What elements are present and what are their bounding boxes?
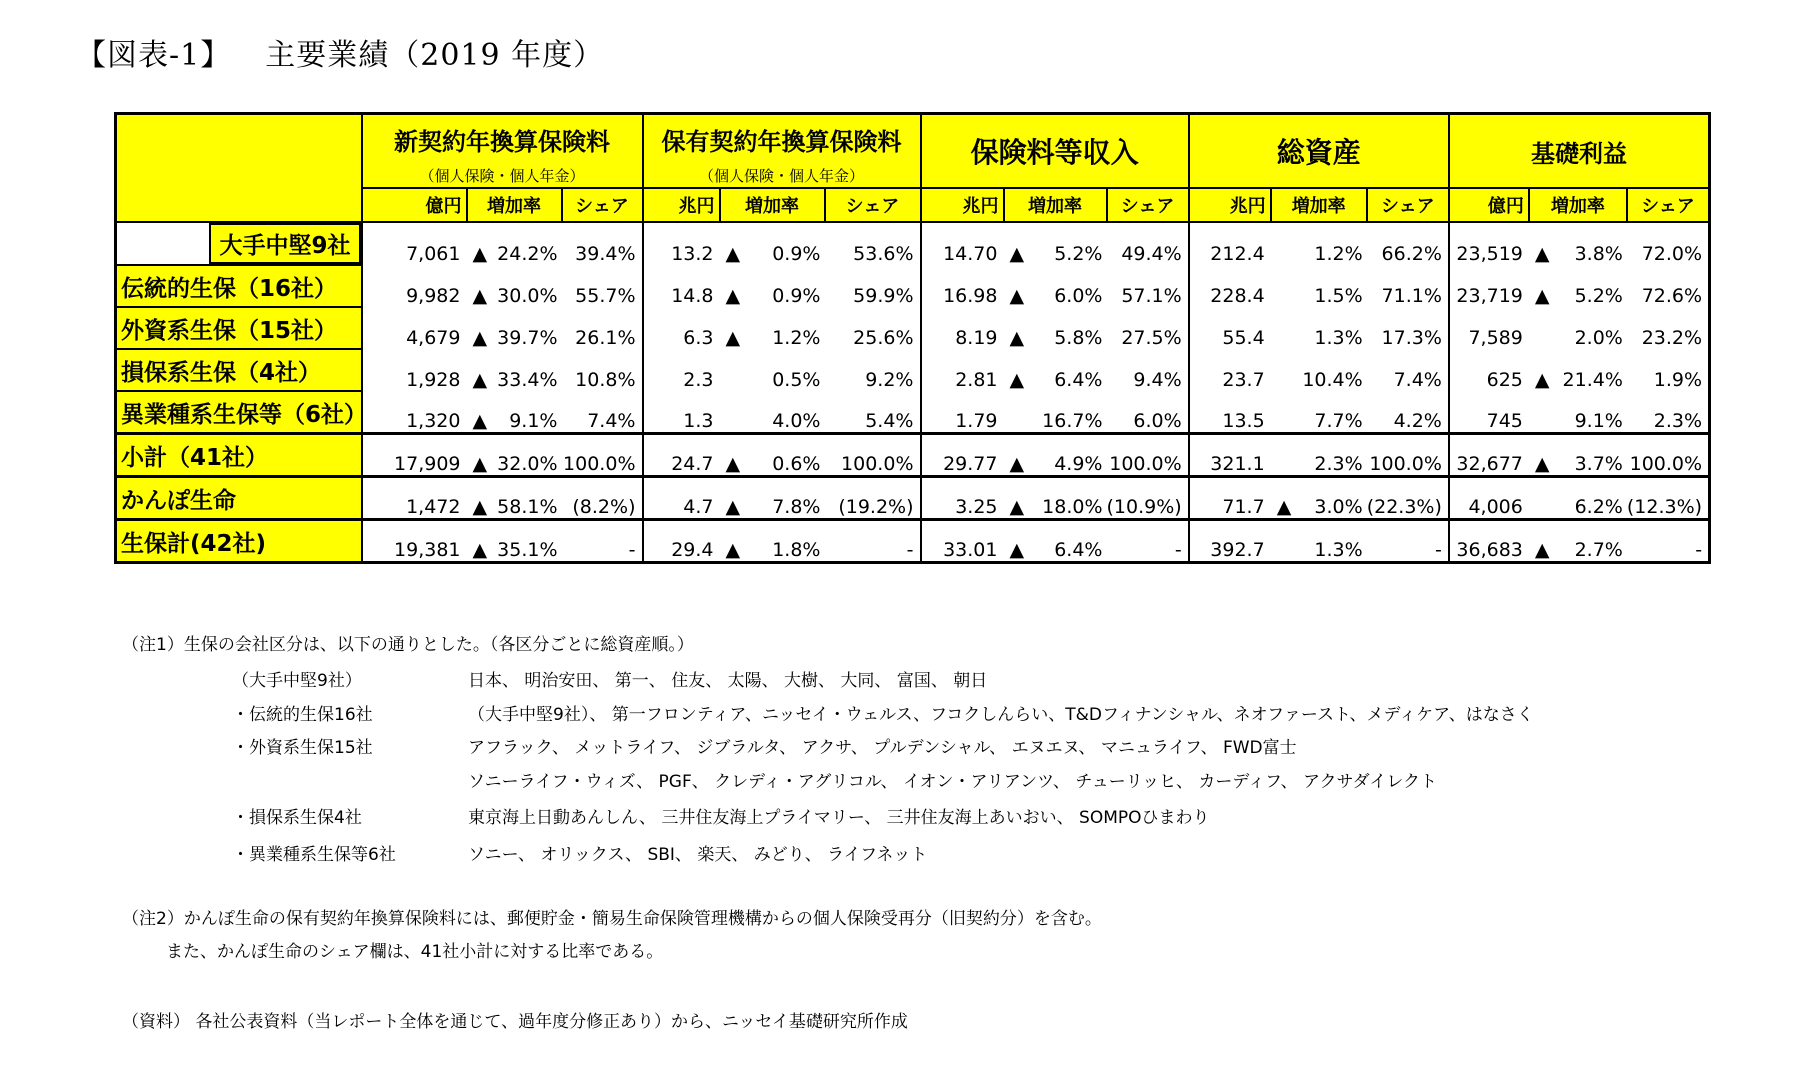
rate-header: 増加率: [1529, 188, 1627, 222]
value-cell: 4.7: [643, 477, 720, 520]
share-cell: -: [562, 520, 643, 563]
rate-value: 2.3%: [1314, 453, 1363, 475]
decrease-triangle-icon: ▲: [472, 410, 488, 432]
share-cell: 9.2%: [825, 349, 921, 391]
rate-value: 30.0%: [497, 285, 558, 307]
rate-cell: [467, 307, 562, 349]
group-subheader-new-contract: （個人保険・個人年金）: [362, 163, 643, 188]
decrease-triangle-icon: ▲: [725, 453, 741, 475]
rate-cell: [467, 391, 562, 434]
rate-cell: [1271, 307, 1367, 349]
decrease-triangle-icon: ▲: [1009, 539, 1025, 561]
share-cell: 55.7%: [562, 265, 643, 307]
group-header-new-contract: 新契約年換算保険料: [362, 114, 643, 164]
table-row: [116, 222, 1710, 265]
value-cell: 14.70: [943, 243, 998, 265]
rate-cell: [1529, 349, 1627, 391]
share-cell: 59.9%: [825, 265, 921, 307]
row-label: [116, 391, 368, 434]
decrease-triangle-icon: ▲: [472, 453, 488, 475]
table-row: [116, 265, 1710, 307]
value-cell: 29.4: [643, 520, 720, 563]
share-cell: 10.8%: [562, 349, 643, 391]
note-group-text: ソニー、 オリックス、 SBI、 楽天、 みどり、 ライフネット: [468, 845, 928, 865]
rate-cell: [720, 307, 825, 349]
value-cell: 23,719: [1456, 285, 1523, 307]
rate-value: 0.9%: [772, 243, 821, 265]
decrease-triangle-icon: ▲: [472, 243, 488, 265]
share-cell: 5.4%: [825, 391, 921, 434]
share-cell: -: [1107, 520, 1189, 563]
value-cell: 16.98: [943, 285, 998, 307]
decrease-triangle-icon: ▲: [1009, 243, 1025, 265]
decrease-triangle-icon: ▲: [1009, 327, 1025, 349]
rate-value: 7.7%: [1314, 410, 1363, 432]
share-cell: 49.4%: [1107, 222, 1189, 265]
share-cell: 27.5%: [1107, 307, 1189, 349]
rate-value: 5.2%: [1054, 243, 1103, 265]
share-cell: 7.4%: [1367, 349, 1449, 391]
decrease-triangle-icon: ▲: [725, 539, 741, 561]
row-label-text: 損保系生保（4社）: [121, 359, 322, 386]
row-label-text: 小計（41社）: [121, 444, 269, 471]
value-cell: 36,683: [1449, 520, 1529, 563]
rate-cell: [1529, 391, 1627, 434]
value-cell: 3.25: [921, 477, 1004, 520]
decrease-triangle-icon: ▲: [725, 327, 741, 349]
value-cell: 1.79: [955, 410, 998, 432]
rate-cell: [1004, 307, 1107, 349]
rate-cell: [467, 349, 562, 391]
share-cell: (12.3%): [1627, 477, 1710, 520]
rate-value: 21.4%: [1562, 369, 1623, 391]
share-cell: 72.0%: [1641, 243, 1703, 265]
rate-value: 16.7%: [1042, 410, 1103, 432]
rate-cell: [1004, 391, 1107, 434]
row-label-text: 外資系生保（15社）: [121, 317, 338, 344]
note-group-label: ・異業種系生保等6社: [232, 845, 396, 865]
rate-cell: [1004, 349, 1107, 391]
table-row: [116, 307, 1710, 349]
value-cell: 4,679: [406, 327, 461, 349]
share-cell: (10.9%): [1107, 477, 1189, 520]
rate-cell: [1271, 434, 1367, 477]
value-cell: 13.5: [1222, 410, 1265, 432]
value-cell: 4,006: [1449, 477, 1529, 520]
share-cell: 100.0%: [562, 434, 643, 477]
table-row: [116, 349, 1710, 391]
rate-cell: [1529, 222, 1627, 265]
row-label-text: かんぽ生命: [121, 487, 236, 514]
rate-value: 0.5%: [772, 369, 821, 391]
share-cell: 57.1%: [1107, 265, 1189, 307]
rate-cell: [1271, 349, 1367, 391]
value-cell: 1,928: [406, 369, 461, 391]
note-group-label: ・損保系生保4社: [232, 808, 362, 828]
unit-label: 兆円: [921, 188, 1004, 222]
share-header: シェア: [1627, 188, 1710, 222]
row-label: [116, 307, 362, 349]
value-cell: 23.7: [1222, 369, 1265, 391]
note-group-text: 東京海上日動あんしん、 三井住友海上プライマリー、 三井住友海上あいおい、 SOMPOひまわり: [468, 808, 1210, 828]
share-cell: 26.1%: [562, 307, 643, 349]
rate-value: 6.4%: [1054, 539, 1103, 561]
row-label-text: 伝統的生保（16社）: [121, 275, 338, 302]
note-group-text: アフラック、 メットライフ、 ジブラルタ、 アクサ、 プルデンシャル、 エヌエヌ、 マニュライフ、 FWD富士: [468, 738, 1297, 758]
decrease-triangle-icon: ▲: [1009, 496, 1025, 518]
share-cell: 9.4%: [1107, 349, 1189, 391]
group-header-premium-income: 保険料等収入: [921, 114, 1189, 189]
row-label-text: 生保計(42社): [121, 530, 267, 557]
rate-value: 24.2%: [497, 243, 558, 265]
share-cell: -: [825, 520, 921, 563]
rate-cell: [1529, 520, 1627, 563]
rate-cell: [1271, 222, 1367, 265]
rate-value: 3.0%: [1314, 496, 1363, 518]
decrease-triangle-icon: ▲: [472, 285, 488, 307]
rate-value: 0.6%: [772, 453, 821, 475]
note-1: （注1）生保の会社区分は、以下の通りとした。（各区分ごとに総資産順。）: [122, 635, 694, 655]
rate-header: 増加率: [1271, 188, 1367, 222]
share-cell: 1.9%: [1653, 369, 1703, 391]
share-cell: 100.0%: [1107, 434, 1189, 477]
rate-value: 7.8%: [772, 496, 821, 518]
rate-value: 1.5%: [1314, 285, 1363, 307]
rate-cell: [720, 265, 825, 307]
share-cell: (22.3%): [1367, 477, 1449, 520]
source-note: （資料） 各社公表資料（当レポート全体を通じて、過年度分修正あり）から、ニッセイ基礎研究所作成: [122, 1012, 908, 1032]
rate-cell: [720, 391, 825, 434]
share-cell: 2.3%: [1653, 410, 1703, 432]
share-header: シェア: [1107, 188, 1189, 222]
rate-cell: [467, 477, 562, 520]
rate-cell: [1004, 265, 1107, 307]
table-row: [116, 391, 1710, 434]
header-corner: [116, 114, 362, 223]
rate-cell: [1004, 434, 1107, 477]
share-header: シェア: [1367, 188, 1449, 222]
note-group-label: ・伝統的生保16社: [232, 705, 373, 725]
rate-cell: [1004, 520, 1107, 563]
group-header-in-force: 保有契約年換算保険料: [643, 114, 921, 164]
share-cell: (8.2%): [562, 477, 643, 520]
rate-value: 5.2%: [1574, 285, 1623, 307]
figure-title: 主要業績（2019 年度）: [265, 38, 605, 73]
rate-value: 9.1%: [1574, 410, 1623, 432]
value-cell: 212.4: [1210, 243, 1265, 265]
note-group-text: （大手中堅9社）、 第一フロンティア、ニッセイ・ウェルス、フコクしんらい、T&Dフィナンシャル、ネオファースト、メディケア、はなさく: [468, 705, 1534, 725]
share-cell: 66.2%: [1367, 222, 1449, 265]
decrease-triangle-icon: ▲: [1534, 539, 1550, 561]
rate-value: 2.7%: [1574, 539, 1623, 561]
decrease-triangle-icon: ▲: [1276, 496, 1292, 518]
decrease-triangle-icon: ▲: [472, 327, 488, 349]
share-cell: 72.6%: [1641, 285, 1703, 307]
unit-label: 億円: [1449, 188, 1529, 222]
row-label: [116, 349, 362, 391]
rate-cell: [720, 222, 825, 265]
share-cell: 100.0%: [825, 434, 921, 477]
rate-cell: [1529, 265, 1627, 307]
rate-value: 3.8%: [1574, 243, 1623, 265]
rate-cell: [1529, 434, 1627, 477]
row-label: [116, 434, 362, 477]
share-cell: 71.1%: [1367, 265, 1449, 307]
decrease-triangle-icon: ▲: [1009, 453, 1025, 475]
decrease-triangle-icon: ▲: [472, 369, 488, 391]
value-cell: 6.3: [683, 327, 714, 349]
share-header: シェア: [562, 188, 643, 222]
value-cell: 8.19: [955, 327, 998, 349]
rate-value: 6.0%: [1054, 285, 1103, 307]
rate-value: 39.7%: [497, 327, 558, 349]
rate-cell: [1004, 222, 1107, 265]
rate-cell: [467, 265, 562, 307]
note-group-text: ソニーライフ・ウィズ、 PGF、 クレディ・アグリコル、 イオン・アリアンツ、 チューリッヒ、 カーディフ、 アクサダイレクト: [468, 772, 1438, 792]
decrease-triangle-icon: ▲: [1534, 453, 1550, 475]
value-cell: 23,519: [1456, 243, 1523, 265]
share-cell: 23.2%: [1641, 327, 1703, 349]
row-label: [116, 222, 362, 265]
rate-header: 増加率: [467, 188, 562, 222]
value-cell: 14.8: [671, 285, 714, 307]
rate-cell: [467, 520, 562, 563]
rate-cell: [1271, 520, 1367, 563]
share-cell: 7.4%: [562, 391, 643, 434]
rate-value: 6.2%: [1574, 496, 1623, 518]
rate-value: 4.0%: [772, 410, 821, 432]
rate-value: 1.2%: [772, 327, 821, 349]
value-cell: 392.7: [1189, 520, 1271, 563]
value-cell: 1.3: [683, 410, 714, 432]
rate-cell: [1004, 477, 1107, 520]
value-cell: 7,061: [406, 243, 461, 265]
rate-value: 58.1%: [497, 496, 558, 518]
decrease-triangle-icon: ▲: [725, 496, 741, 518]
share-cell: -: [1367, 520, 1449, 563]
note-group-text: 日本、 明治安田、 第一、 住友、 太陽、 大樹、 大同、 富国、 朝日: [468, 671, 988, 691]
share-cell: -: [1627, 520, 1710, 563]
group-subheader-in-force: （個人保険・個人年金）: [643, 163, 921, 188]
table-row: [116, 520, 1710, 563]
note-2-cont: また、かんぽ生命のシェア欄は、41社小計に対する比率である。: [166, 942, 664, 962]
share-cell: 6.0%: [1107, 391, 1189, 434]
rate-value: 35.1%: [497, 539, 558, 561]
value-cell: 745: [1486, 410, 1523, 432]
unit-label: 兆円: [1189, 188, 1271, 222]
rate-value: 1.3%: [1314, 539, 1363, 561]
group-header-total-assets: 総資産: [1189, 114, 1449, 189]
rate-value: 1.3%: [1314, 327, 1363, 349]
rate-cell: [1529, 307, 1627, 349]
rate-value: 32.0%: [497, 453, 558, 475]
decrease-triangle-icon: ▲: [1534, 285, 1550, 307]
value-cell: 625: [1486, 369, 1523, 391]
row-label: [116, 520, 362, 563]
value-cell: 55.4: [1222, 327, 1265, 349]
row-label: [116, 477, 362, 520]
share-cell: 25.6%: [825, 307, 921, 349]
rate-value: 6.4%: [1054, 369, 1103, 391]
rate-value: 33.4%: [497, 369, 558, 391]
share-cell: 53.6%: [825, 222, 921, 265]
results-table: [114, 112, 1711, 564]
value-cell: 19,381: [362, 520, 467, 563]
share-header: シェア: [825, 188, 921, 222]
share-cell: 17.3%: [1367, 307, 1449, 349]
rate-value: 1.2%: [1314, 243, 1363, 265]
rate-value: 0.9%: [772, 285, 821, 307]
value-cell: 321.1: [1189, 434, 1271, 477]
table-row: [116, 477, 1710, 520]
note-group-label: （大手中堅9社）: [232, 671, 362, 691]
rate-cell: [720, 520, 825, 563]
rate-value: 10.4%: [1302, 369, 1363, 391]
value-cell: 24.7: [643, 434, 720, 477]
note-2: （注2）かんぽ生命の保有契約年換算保険料には、郵便貯金・簡易生命保険管理機構からの個人保険受再分（旧契約分）を含む。: [122, 909, 1102, 929]
rate-cell: [1271, 265, 1367, 307]
note-group-label: ・外資系生保15社: [232, 738, 373, 758]
decrease-triangle-icon: ▲: [725, 243, 741, 265]
rate-cell: [1529, 477, 1627, 520]
rate-cell: [720, 434, 825, 477]
decrease-triangle-icon: ▲: [1534, 369, 1550, 391]
rate-value: 9.1%: [509, 410, 558, 432]
rate-cell: [720, 349, 825, 391]
value-cell: 2.3: [683, 369, 714, 391]
decrease-triangle-icon: ▲: [725, 285, 741, 307]
figure-label: 【図表-1】: [76, 38, 232, 73]
value-cell: 13.2: [671, 243, 714, 265]
rate-cell: [1271, 477, 1367, 520]
table-row: [116, 434, 1710, 477]
decrease-triangle-icon: ▲: [472, 539, 488, 561]
value-cell: 17,909: [362, 434, 467, 477]
value-cell: 29.77: [921, 434, 1004, 477]
rate-cell: [467, 434, 562, 477]
share-cell: 100.0%: [1367, 434, 1449, 477]
value-cell: 1,320: [406, 410, 461, 432]
decrease-triangle-icon: ▲: [1534, 243, 1550, 265]
rate-value: 4.9%: [1054, 453, 1103, 475]
value-cell: 33.01: [921, 520, 1004, 563]
decrease-triangle-icon: ▲: [1009, 369, 1025, 391]
rate-header: 増加率: [720, 188, 825, 222]
value-cell: 2.81: [955, 369, 998, 391]
decrease-triangle-icon: ▲: [1009, 285, 1025, 307]
rate-header: 増加率: [1004, 188, 1107, 222]
rate-value: 2.0%: [1574, 327, 1623, 349]
row-label-text: 大手中堅9社: [209, 223, 360, 264]
table-body: [116, 222, 1710, 563]
header-groups-row: [116, 114, 1710, 164]
share-cell: 100.0%: [1627, 434, 1710, 477]
share-cell: (19.2%): [825, 477, 921, 520]
rate-value: 1.8%: [772, 539, 821, 561]
page-title: [76, 30, 604, 74]
unit-label: 兆円: [643, 188, 720, 222]
rate-cell: [1271, 391, 1367, 434]
value-cell: 1,472: [362, 477, 467, 520]
value-cell: 9,982: [406, 285, 461, 307]
value-cell: 32,677: [1449, 434, 1529, 477]
rate-cell: [467, 222, 562, 265]
share-cell: 39.4%: [562, 222, 643, 265]
rate-value: 18.0%: [1042, 496, 1103, 518]
rate-value: 3.7%: [1574, 453, 1623, 475]
row-label: [116, 265, 362, 307]
rate-value: 5.8%: [1054, 327, 1103, 349]
value-cell: 7,589: [1468, 327, 1523, 349]
group-header-core-profit: 基礎利益: [1449, 114, 1710, 189]
unit-label: 億円: [362, 188, 467, 222]
row-label-text: 異業種系生保等（6社）: [121, 401, 368, 428]
value-cell: 71.7: [1189, 477, 1271, 520]
share-cell: 4.2%: [1367, 391, 1449, 434]
value-cell: 228.4: [1210, 285, 1265, 307]
decrease-triangle-icon: ▲: [472, 496, 488, 518]
rate-cell: [720, 477, 825, 520]
